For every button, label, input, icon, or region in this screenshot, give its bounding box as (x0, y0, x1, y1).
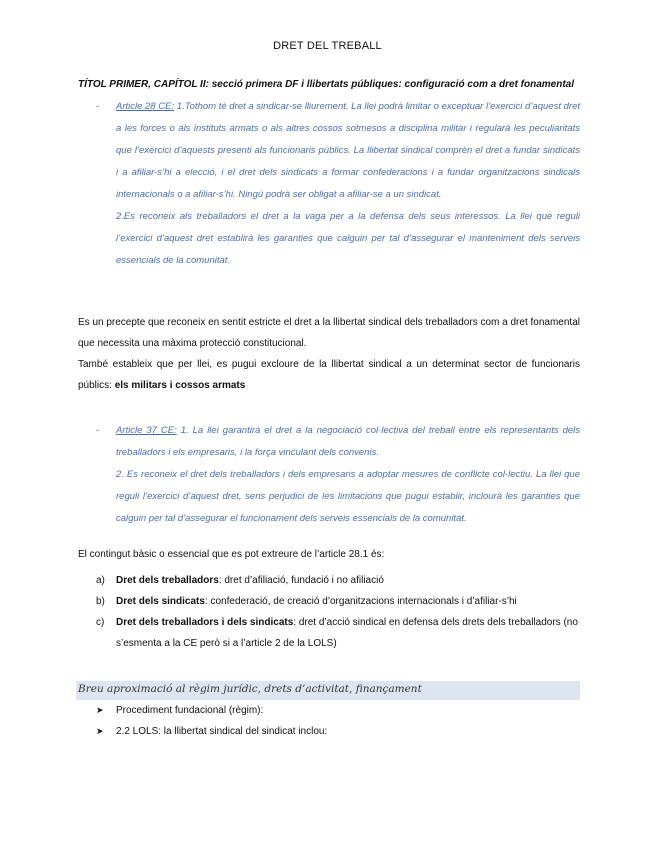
list-marker: a) (96, 575, 105, 586)
dash-marker: - (96, 101, 100, 112)
article-37-paragraph-1: 1. La llei garantirà el dret a la negociació col·lectiva del treball entre els representants dels treballadors i els empresaris, i la força vinculant dels convenis. (116, 425, 581, 458)
paragraph-2-bold: els militars i cossos armats (114, 380, 246, 391)
bullet-item (96, 721, 327, 742)
paragraph-2-text: També estableix que per llei, es pugui excloure de la llibertat sindical a un determinat sector de funcionaris públics: (78, 359, 580, 391)
list-item (96, 612, 580, 654)
list-item-text: : dret d’acció sindical en defensa dels drets dels treballadors (no s’esmenta a la CE però si a l’article 2 de la LOLS) (116, 617, 578, 649)
list-item (96, 570, 580, 591)
list-intro: El contingut bàsic o essencial que es pot extreure de l’article 28.1 és: (78, 549, 385, 560)
bullet-text: Procediment fundacional (règim): (116, 705, 264, 716)
list-item-bold: Dret dels treballadors i dels sindicats (116, 617, 294, 628)
list-item (96, 591, 580, 612)
dash-marker: - (96, 425, 100, 436)
section-band (76, 681, 580, 700)
list-item-text: : confederació, de creació d’organitzacions internacionals i d’afiliar-s’hi (204, 596, 517, 607)
bullet-list (96, 700, 327, 742)
arrow-bullet-icon: ➤ (96, 705, 104, 715)
article-37-quote (96, 420, 580, 530)
article-28-paragraph-1: 1.Tothom té dret a sindicar-se lliurement. La llei podrà limitar o exceptuar l’exercici d’aquest dret a les forces o als instituts armats o als altres cossos sotmesos a disciplina militar i regularà les peculiaritats que l’exercici d’aquests presenti als funcionaris públics. La llibertat sindical comprèn el dret a fundar sindicats i a afiliar-s’hi a elecció, i el dret dels sindicats a formar confederacions i a fundar organitzacions sindicals internacionals o a afiliar-s’hi. Ningú podrà ser obligat a afiliar-se a un sindicat. (116, 101, 581, 200)
list-item-bold: Dret dels sindicats (116, 596, 205, 607)
list-item-text: : dret d’afiliació, fundació i no afiliació (218, 575, 384, 586)
paragraph-1: Es un precepte que reconeix en sentit estricte el dret a la llibertat sindical dels treballadors com a dret fonamental que necessita una màxima protecció constitucional. (78, 317, 580, 349)
list-marker: c) (96, 617, 105, 628)
paragraph-precepte (78, 312, 580, 396)
arrow-bullet-icon: ➤ (96, 726, 104, 736)
section-heading: TÍTOL PRIMER, CAPÍTOL II: secció primera DF i llibertats públiques: configuració com a dret fonamental (78, 79, 575, 90)
document-title: DRET DEL TREBALL (273, 40, 382, 52)
article-28-quote (96, 96, 580, 272)
article-37-paragraph-2: 2. Es reconeix el dret dels treballadors i dels empresaris a adoptar mesures de conflicte col·lectiu. La llei que reguli l’exercici d’aquest dret, sens perjudici de les limitacions que pugui establir, inclourà les garanties que calguin per tal d’assegurar el funcionament dels serveis essencials de la comunitat. (116, 469, 580, 524)
bullet-item (96, 700, 327, 721)
list-marker: b) (96, 596, 105, 607)
paragraph-2 (78, 354, 580, 396)
content-list (96, 570, 580, 654)
bullet-text: 2.2 LOLS: la llibertat sindical del sindicat inclou: (116, 726, 328, 737)
section-band-title: Breu aproximació al règim jurídic, drets d’activitat, finançament (78, 683, 422, 695)
article-37-ref: Article 37 CE: (116, 425, 177, 436)
list-item-bold: Dret dels treballadors (116, 575, 219, 586)
article-28-paragraph-2: 2.Es reconeix als treballadors el dret a la vaga per a la defensa dels seus interessos. La llei que reguli l’exercici d’aquest dret establirà les garanties que calguin per tal d’assegurar el manteniment dels serveis essencials de la comunitat. (116, 211, 580, 266)
article-28-ref: Article 28 CE: (116, 101, 175, 112)
